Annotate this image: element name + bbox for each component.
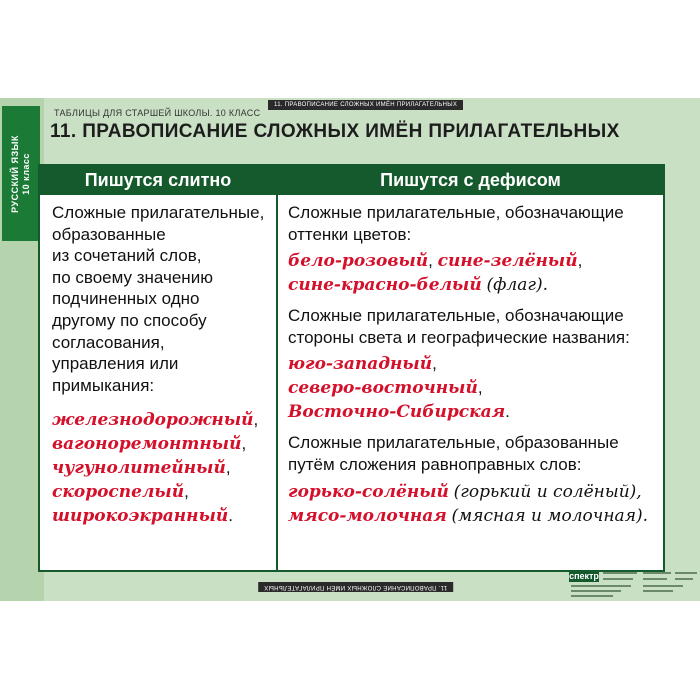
example-word: широкоэкранный xyxy=(52,506,229,527)
example-note: (горький и солёный), xyxy=(453,481,642,502)
example-word: железнодорожный xyxy=(52,410,254,431)
right-column xyxy=(288,202,660,528)
series-label: ТАБЛИЦЫ ДЛЯ СТАРШЕЙ ШКОЛЫ. 10 КЛАСС xyxy=(54,108,261,118)
example-line xyxy=(288,480,660,504)
comma: , xyxy=(477,378,483,398)
imprint-text xyxy=(643,578,667,580)
example-line xyxy=(52,504,274,528)
comma: , xyxy=(432,354,437,374)
rule-line: путём сложения равноправных слов: xyxy=(288,454,582,474)
rule-line: Сложные прилагательные, обозначающие xyxy=(288,203,624,222)
example-note: (флаг). xyxy=(486,275,548,296)
comma: , xyxy=(241,434,247,454)
column-divider xyxy=(276,166,278,570)
left-examples xyxy=(52,408,274,528)
grade-label: 10 класс xyxy=(21,152,32,195)
imprint-text xyxy=(643,585,683,587)
rule-line: оттенки цветов: xyxy=(288,224,412,244)
period: . xyxy=(228,506,233,526)
imprint-text xyxy=(571,590,621,592)
subject-tab xyxy=(2,106,40,241)
subject-label: РУССКИЙ ЯЗЫК xyxy=(10,134,21,213)
imprint-text xyxy=(675,578,693,580)
rule-line: Сложные прилагательные, обозначающие xyxy=(288,306,624,326)
example-line xyxy=(52,432,274,456)
imprint-text xyxy=(571,595,613,597)
publisher-logo: спектр xyxy=(569,571,599,581)
example-word: вагоноремонтный xyxy=(52,434,242,455)
page-title: 11. ПРАВОПИСАНИЕ СЛОЖНЫХ ИМЁН ПРИЛАГАТЕЛЬНЫХ xyxy=(50,121,620,142)
rule-line: Сложные прилагательные, образованные xyxy=(288,433,619,453)
rules-table xyxy=(38,164,665,572)
example-word: юго-западный xyxy=(288,354,433,375)
bottom-tag: 11. ПРАВОПИСАНИЕ СЛОЖНЫХ ИМЁН ПРИЛАГАТЕЛЬНЫХ xyxy=(258,582,453,592)
example-word: северо-восточный xyxy=(288,378,478,399)
example-word: горько-солёный xyxy=(288,481,449,502)
comma: , xyxy=(253,410,259,430)
top-tag: 11. ПРАВОПИСАНИЕ СЛОЖНЫХ ИМЁН ПРИЛАГАТЕЛЬНЫХ xyxy=(268,100,463,110)
rule-line: из сочетаний слов, xyxy=(52,246,202,266)
imprint-text xyxy=(603,578,633,580)
rule-line: согласования, xyxy=(52,332,165,352)
imprint-text xyxy=(675,572,697,574)
rule-line: примыкания: xyxy=(52,375,155,395)
example-line xyxy=(288,400,660,424)
period: . xyxy=(505,402,510,422)
subject-tab-text xyxy=(10,135,32,213)
rule-line: другому по способу xyxy=(52,310,207,330)
poster xyxy=(0,98,700,601)
example-word: Восточно-Сибирская xyxy=(288,402,506,423)
example-line xyxy=(52,456,274,480)
imprint-text xyxy=(571,585,631,587)
example-note: (мясная и молочная). xyxy=(451,505,648,526)
imprint-text xyxy=(603,572,637,574)
rule-line: подчиненных одно xyxy=(52,289,200,309)
comma: , xyxy=(428,251,433,271)
comma: , xyxy=(184,482,189,502)
example-line xyxy=(52,408,274,432)
example-line xyxy=(288,273,660,297)
example-word: скороспелый xyxy=(52,482,185,503)
left-column-heading: Пишутся слитно xyxy=(40,166,276,195)
example-line xyxy=(52,480,274,504)
example-word: чугунолитейный xyxy=(52,458,226,479)
rule-line: управления или xyxy=(52,354,179,374)
example-word: сине-красно-белый xyxy=(288,275,482,296)
example-word: мясо-молочная xyxy=(288,505,447,526)
rule-line: образованные xyxy=(52,224,166,244)
rule-line: по своему значению xyxy=(52,267,213,287)
rule-line: Сложные прилагательные, xyxy=(52,203,265,222)
example-word: бело-розовый xyxy=(288,251,429,272)
rule-line: стороны света и географические названия: xyxy=(288,327,630,347)
publisher-imprint xyxy=(567,568,700,601)
comma: , xyxy=(577,251,583,271)
right-column-heading: Пишутся с дефисом xyxy=(278,166,663,195)
example-line xyxy=(288,249,660,273)
left-column xyxy=(52,202,274,528)
comma: , xyxy=(225,458,231,478)
imprint-text xyxy=(643,572,671,574)
example-line xyxy=(288,376,660,400)
imprint-text xyxy=(643,590,673,592)
example-word: сине-зелёный xyxy=(437,251,578,272)
example-line xyxy=(288,504,660,528)
example-line xyxy=(288,352,660,376)
